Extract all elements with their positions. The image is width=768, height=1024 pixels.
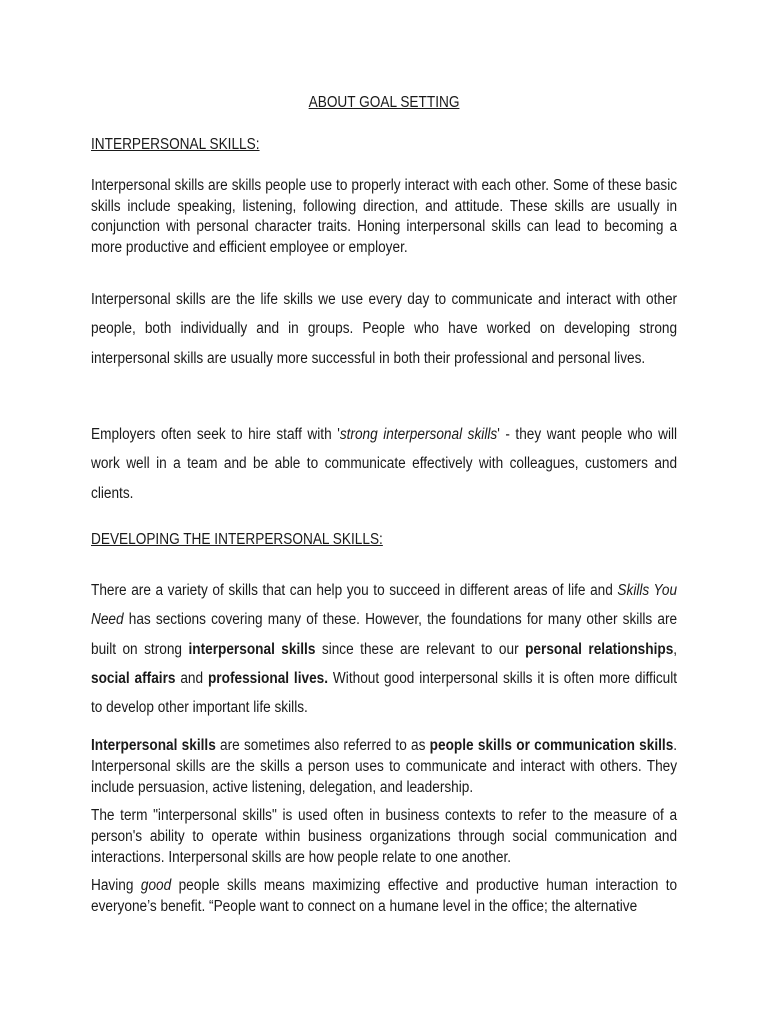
variety-bold-interpersonal-skills: interpersonal skills: [188, 640, 316, 658]
people-skills-bold-2: people skills or communication skills: [429, 737, 674, 754]
paragraph-business-contexts: The term "interpersonal skills" is used often in business contexts to refer to the measure of a person's ability to operate within business organizations through social communication and interactions. Interpersonal skills are how people relate to one another.: [91, 807, 678, 866]
variety-text-1: There are a variety of skills that can help you to succeed in different areas of life and: [91, 582, 618, 599]
document-page: [91, 0, 677, 1024]
people-skills-text-2: . Interpersonal skills are the skills a person uses to communicate and interact with others. They include persuasion, active listening, delegation, and leadership.: [91, 737, 678, 796]
document-title: ABOUT GOAL SETTING: [308, 94, 460, 111]
employers-text-start: Employers often seek to hire staff with ': [91, 426, 340, 443]
section-heading-developing-skills: DEVELOPING THE INTERPERSONAL SKILLS:: [91, 531, 383, 548]
variety-italic-skills-you-need: Skills You Need: [91, 582, 678, 629]
variety-bold-social-affairs: social affairs: [91, 669, 176, 687]
variety-text-6: Without good interpersonal skills it is often more difficult to develop other important life skills.: [91, 669, 678, 717]
paragraph-life-skills: Interpersonal skills are the life skills we use every day to communicate and interact with other people, both individually and in groups. People who have worked on developing strong interpersonal skills are usually more successful in both their professional and personal lives.: [91, 291, 678, 367]
employers-text-end: ' - they want people who will work well in a team and be able to communicate effectively with colleagues, customers and clients.: [91, 426, 678, 502]
paragraph-variety-of-skills: [91, 576, 677, 722]
people-skills-text-1: are sometimes also referred to as: [215, 737, 430, 754]
paragraph-definition: Interpersonal skills are skills people use to properly interact with each other. Some of these basic skills include speaking, listening, following direction, and attitude. These skills are usually in conjunction with personal character traits. Honing interpersonal skills can lead to becoming a more productive and efficient employee or employer.: [91, 177, 678, 256]
variety-text-3: since these are relevant to our: [315, 640, 526, 658]
paragraph-good-people-skills: [91, 876, 677, 918]
good-skills-text-1: Having: [91, 877, 141, 894]
variety-bold-personal-relationships: personal relationships: [525, 640, 674, 658]
good-skills-text-2: people skills means maximizing effective and productive human interaction to everyone’s benefit. “People want to connect on a humane level in the office; the alternative: [91, 877, 678, 915]
section-heading-interpersonal-skills: INTERPERSONAL SKILLS:: [91, 136, 260, 153]
variety-text-2: has sections covering many of these. However, the foundations for many other skills are built on strong: [91, 611, 678, 658]
people-skills-bold-1: Interpersonal skills: [91, 737, 216, 754]
employers-text-italic: strong interpersonal skills: [339, 426, 498, 443]
paragraph-employers: [91, 420, 677, 508]
variety-bold-professional-lives: professional lives.: [207, 669, 329, 687]
variety-text-5: and: [175, 669, 208, 687]
variety-text-4: ,: [673, 640, 678, 658]
good-skills-italic: good: [140, 877, 172, 894]
paragraph-people-skills: [91, 736, 677, 798]
